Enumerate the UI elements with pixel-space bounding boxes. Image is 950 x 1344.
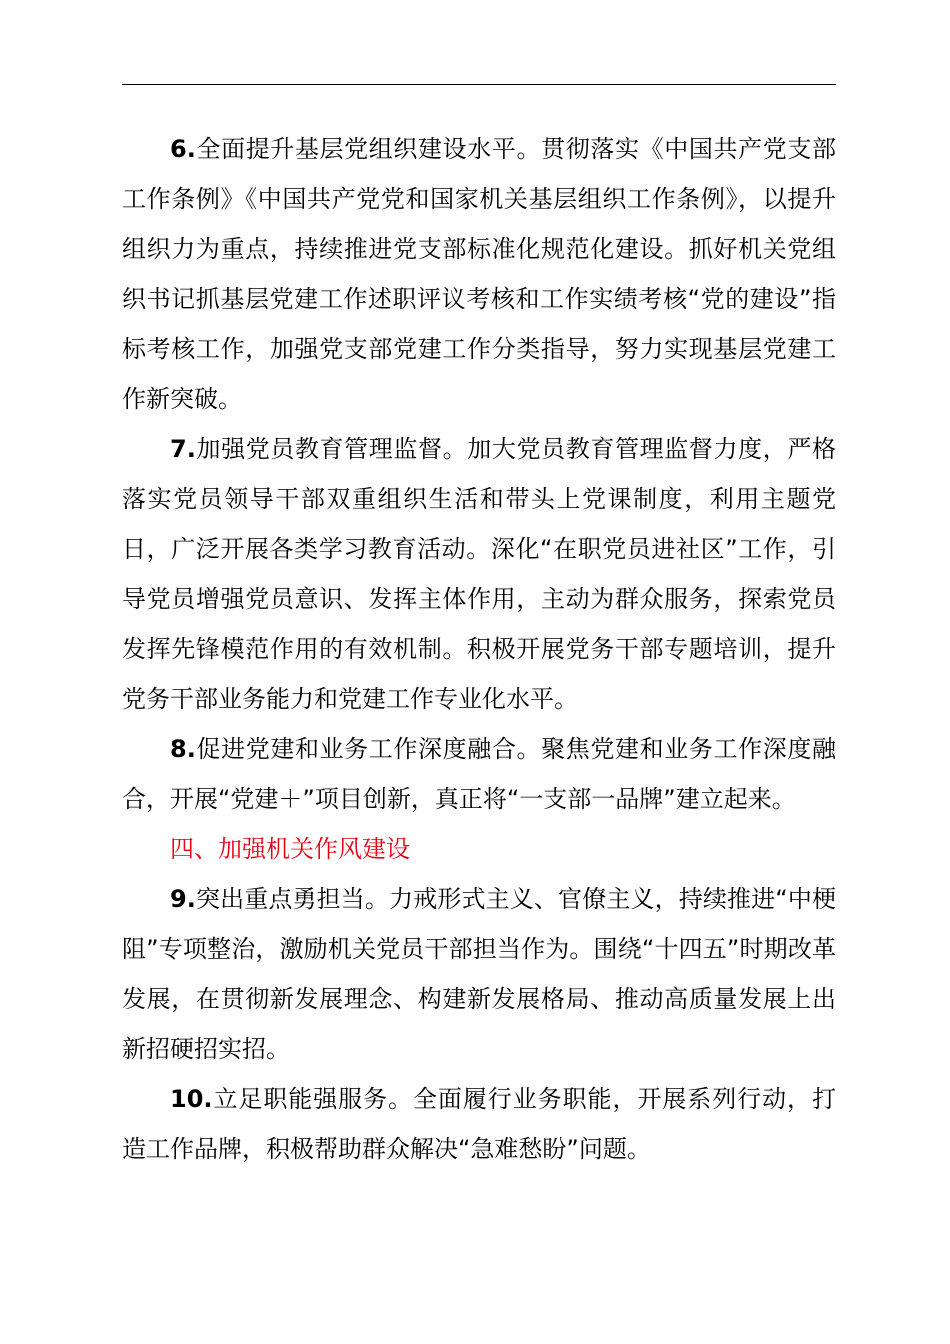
item-number: 6. <box>170 135 196 163</box>
item-number: 10. <box>170 1085 213 1113</box>
paragraph-10 <box>122 1074 836 1174</box>
section-heading: 四、加强机关作风建设 <box>170 835 410 863</box>
paragraph-text: 立足职能强服务。全面履行业务职能，开展系列行动，打造工作品牌，积极帮助群众解决“急难愁盼”问题。 <box>122 1085 836 1163</box>
item-number: 7. <box>170 435 196 463</box>
paragraph-text: 突出重点勇担当。力戒形式主义、官僚主义，持续推进“中梗阻”专项整治，激励机关党员干部担当作为。围绕“十四五”时期改革发展，在贯彻新发展理念、构建新发展格局、推动高质量发展上出新招硬招实招。 <box>122 885 836 1063</box>
document-body <box>122 124 836 1174</box>
item-number: 8. <box>170 735 196 763</box>
header-rule <box>122 84 836 85</box>
paragraph-8 <box>122 724 836 824</box>
paragraph-text: 加强党员教育管理监督。加大党员教育管理监督力度，严格落实党员领导干部双重组织生活和带头上党课制度，利用主题党日，广泛开展各类学习教育活动。深化“在职党员进社区”工作，引导党员增强党员意识、发挥主体作用，主动为群众服务，探索党员发挥先锋模范作用的有效机制。积极开展党务干部专题培训，提升党务干部业务能力和党建工作专业化水平。 <box>122 435 836 713</box>
item-number: 9. <box>170 885 196 913</box>
paragraph-6 <box>122 124 836 424</box>
paragraph-7 <box>122 424 836 724</box>
paragraph-text: 促进党建和业务工作深度融合。聚焦党建和业务工作深度融合，开展“党建＋”项目创新，真正将“一支部一品牌”建立起来。 <box>122 735 836 813</box>
paragraph-9 <box>122 874 836 1074</box>
paragraph-text: 全面提升基层党组织建设水平。贯彻落实《中国共产党支部工作条例》《中国共产党党和国家机关基层组织工作条例》，以提升组织力为重点，持续推进党支部标准化规范化建设。抓好机关党组织书记抓基层党建工作述职评议考核和工作实绩考核“党的建设”指标考核工作，加强党支部党建工作分类指导，努力实现基层党建工作新突破。 <box>122 135 836 413</box>
